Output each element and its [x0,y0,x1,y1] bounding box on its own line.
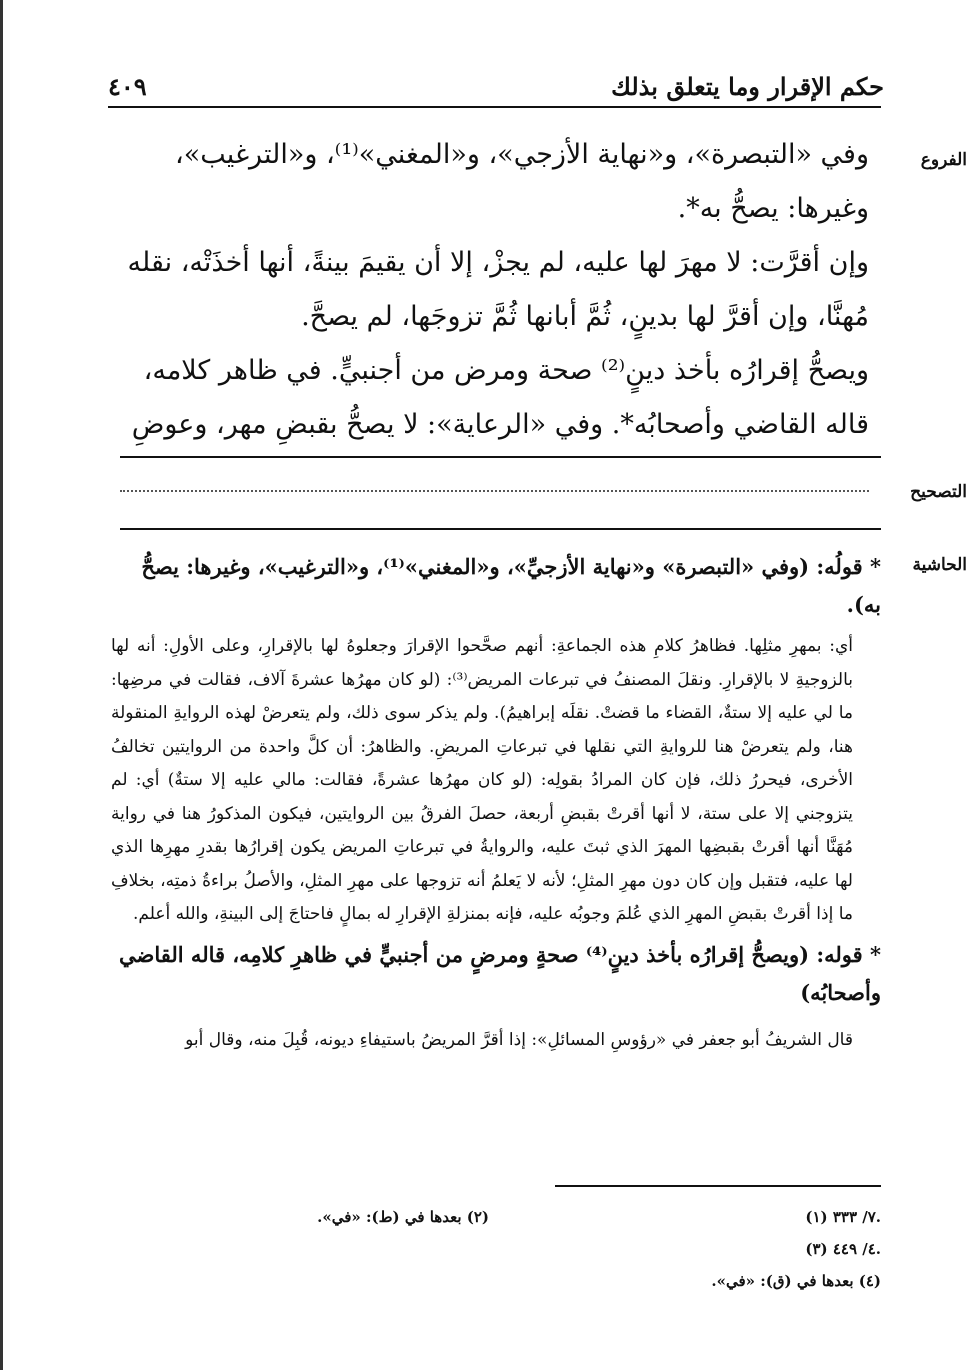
note-2-body: قال الشريفُ أبو جعفر في «رؤوسِ المسائلِ»: إذا أقرَّ المريضُ باستيفاءِ ديونه، قُبِلَ منه، وقال أبو [185,1029,853,1050]
main-text [109,128,869,452]
main-paragraph-2: وإن أقرَّت: لا مهرَ لها عليه، لم يجزْ، إلا أن يقيمَ بينةً، أنها أخذَتْه، نقله مُهنَّا، وإن أقرَّ لها بدينٍ، ثُمَّ أبانها ثُمَّ تزوجَها، لم يصحَّ. [127,247,869,332]
main-paragraph-3: ويصحُّ إقرارُه بأخذ دينٍ⁽²⁾ صحة ومرض من أجنبيٍّ. في ظاهر كلامه، قاله القاضي وأصحابُه*. وفي «الرعاية»: لا يصحُّ بقبضِ مهر، وعوضِ [131,355,869,440]
correction-rule [120,528,881,530]
correction-dotted-line [120,490,869,492]
main-rule [120,456,881,458]
header-rule [108,106,881,108]
footnote-rule [555,1185,881,1187]
running-title: حكم الإقرار وما يتعلق بذلك [611,72,884,101]
footnote-4: (٤) بعدها في (ق): «في». [711,1272,881,1290]
main-paragraph-1: وفي «التبصرة»، و«نهاية الأزجي»، و«المغني»⁽¹⁾، و«الترغيب»، وغيرها: يصحُّ به*. [175,139,869,224]
label-tashih: التصحيح [910,482,967,502]
note-1-body: أي: بمهرِ مثلِها. فظاهرُ كلامِ هذه الجماعةِ: أنهم صحَّحوا الإقرارَ وجعلوهُ لها بالإقرارِ، وعلى الأولِ: أنه لها بالزوجيةِ لا بالإقرارِ. ونقلَ المصنفُ في تبرعات المريض⁽³⁾: (لو كان مهرُها عشرةَ آلاف، فقالت في مرضِها: ما لي عليه إلا ستةٌ، القضاء ما قضتْ. نقلَه إبراهيمُ). ولم يذكر سوى ذلك، ولم يتعرضْ لهذه الروايةِ المنقولة هنا، ولم يتعرضْ هنا للروايةِ التي نقلها في تبرعاتِ المريضِ. والظاهرُ: أن كلَّ واحدة من الروايتين تخالفُ الأخرى، فيحررُ ذلك، فإن كان المرادُ بقولِه: (لو كان مهرُها عشرةً، فقالت: مالي عليه إلا ستةٌ) أي: لم يتزوجني إلا على ستة، لا أنها أقرتْ بقبضِ أربعة، حصلَ الفرقُ بين الروايتين، فيكون المذكورُ هنا في رواية مُهَنَّا أنها أقرتْ بقبضِها المهرَ الذي ثبتَ عليه، والروايةُ في تبرعاتِ المريض يكون إقرارُها بقدرِ مهرِها الذي لها عليه، فتقبل وإن كان دون مهرِ المثلِ؛ لأنه لا يَعلمُ أنه تزوجها على مهرِ المثلِ، والأصلُ براءةُ ذمتِه، بخلافِ ما إذا أقرتْ بقبضِ المهرِ الذي عُلمَ وجوبُه عليه، فإنه بمنزلةِ الإقرارِ له بمالٍ فاحتاجَ إلى البينةِ، والله أعلم. [111,636,853,924]
footnote-2: (٢) بعدها في (ط): «في». [317,1208,489,1226]
label-hashiya: الحاشية [912,555,967,575]
commentary [111,548,881,1057]
footnote-1: (١) ٧/ ٣٣٣. [805,1208,881,1226]
note-1-heading: * قولُه: (وفي «التبصرة» و«نهاية الأزجيِّ»، و«المغني»⁽¹⁾، و«الترغيب»، وغيرها: يصحُّ به). [141,554,881,617]
note-2-heading: * قوله: (ويصحُّ إقرارُه بأخذ دينٍ⁽⁴⁾ صحةٍ ومرضٍ من أجنبيٍّ في ظاهرِ كلامِه، قاله القاضي وأصحابُه) [119,941,881,1005]
label-furu: الفروع [920,150,967,170]
page-number: ٤٠٩ [108,72,147,101]
scan-edge [0,0,3,1370]
footnote-3: (٣) ٤/ ٤٤٩. [805,1240,881,1258]
